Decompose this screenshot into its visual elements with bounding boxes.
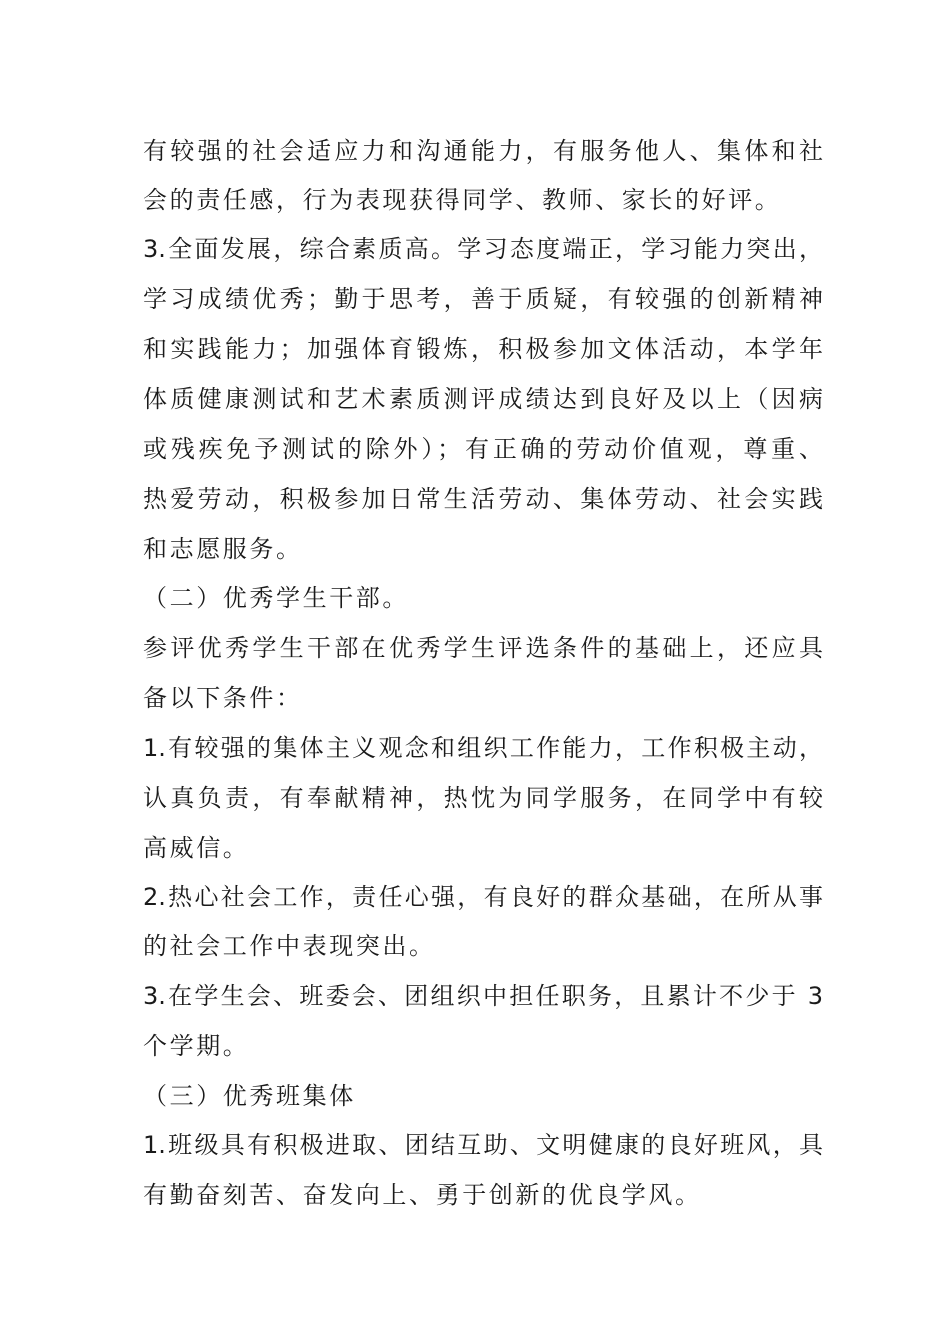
text-line-11: 参评优秀学生干部在优秀学生评选条件的基础上，还应具 [143, 634, 823, 662]
text-line-15: 高威信。 [143, 834, 250, 862]
text-line-9: 和志愿服务。 [143, 535, 303, 563]
text-line-1: 有较强的社会适应力和沟通能力，有服务他人、集体和社 [143, 137, 823, 165]
section-heading-2: （二）优秀学生干部。 [143, 584, 409, 612]
text-line-17: 的社会工作中表现突出。 [143, 932, 436, 960]
text-line-4: 学习成绩优秀；勤于思考，善于质疑，有较强的创新精神 [143, 285, 823, 313]
text-line-19: 个学期。 [143, 1032, 250, 1060]
text-line-18: 3.在学生会、班委会、团组织中担任职务，且累计不少于 3 [143, 982, 823, 1010]
text-line-16: 2.热心社会工作，责任心强，有良好的群众基础，在所从事 [143, 883, 823, 911]
text-line-13: 1.有较强的集体主义观念和组织工作能力，工作积极主动， [143, 734, 823, 762]
text-line-8: 热爱劳动，积极参加日常生活劳动、集体劳动、社会实践 [143, 485, 823, 513]
text-line-7: 或残疾免予测试的除外）；有正确的劳动价值观，尊重、 [143, 435, 823, 463]
section-heading-3: （三）优秀班集体 [143, 1082, 356, 1110]
text-line-14: 认真负责，有奉献精神，热忱为同学服务，在同学中有较 [143, 784, 823, 812]
text-line-21: 1.班级具有积极进取、团结互助、文明健康的良好班风，具 [143, 1131, 823, 1159]
text-line-6: 体质健康测试和艺术素质测评成绩达到良好及以上（因病 [143, 385, 823, 413]
text-line-3: 3.全面发展，综合素质高。学习态度端正，学习能力突出， [143, 235, 823, 263]
text-line-12: 备以下条件： [143, 684, 303, 712]
text-line-5: 和实践能力；加强体育锻炼，积极参加文体活动，本学年 [143, 335, 823, 363]
text-line-2: 会的责任感，行为表现获得同学、教师、家长的好评。 [143, 186, 782, 214]
text-line-22: 有勤奋刻苦、奋发向上、勇于创新的优良学风。 [143, 1181, 702, 1209]
